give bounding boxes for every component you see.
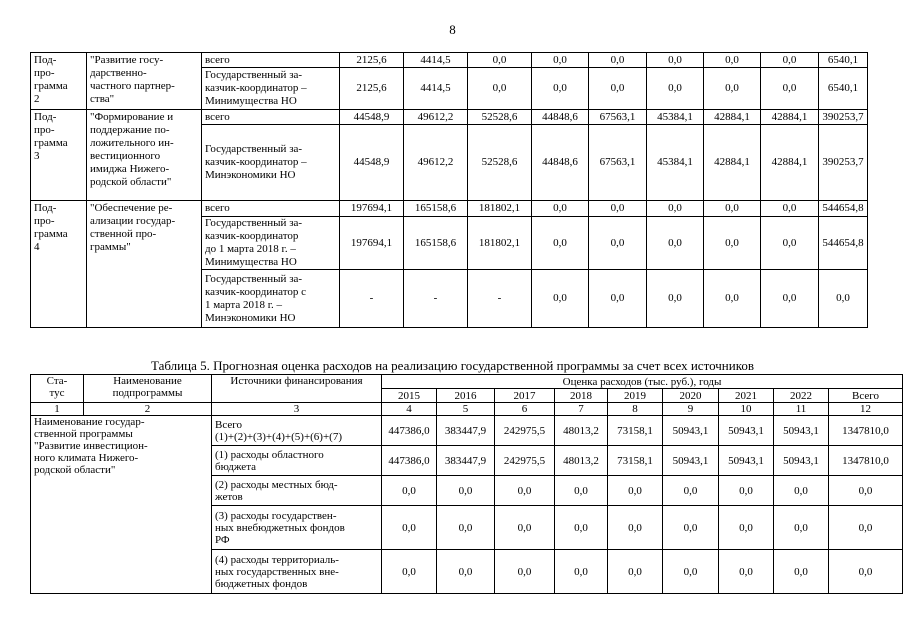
table-row	[31, 201, 868, 217]
value-cell: 50943,1	[719, 416, 774, 446]
column-number: 11	[774, 403, 829, 416]
value-cell: 390253,7	[819, 110, 868, 125]
value-cell: 383447,9	[437, 416, 495, 446]
year-header: 2017	[495, 389, 555, 403]
funding-source-cell: всего	[202, 53, 340, 68]
value-cell: 383447,9	[437, 446, 495, 476]
header-row	[31, 375, 903, 389]
value-cell: 48013,2	[555, 416, 608, 446]
value-cell: 0,0	[719, 476, 774, 506]
value-cell: 2125,6	[340, 53, 404, 68]
value-cell: 0,0	[589, 201, 647, 217]
value-cell: 49612,2	[404, 125, 468, 201]
value-cell: 0,0	[647, 53, 704, 68]
value-cell: 0,0	[555, 506, 608, 550]
value-cell: 0,0	[704, 217, 761, 270]
value-cell: 0,0	[761, 270, 819, 328]
year-header: 2020	[663, 389, 719, 403]
value-cell: 42884,1	[704, 110, 761, 125]
value-cell: 2125,6	[340, 68, 404, 110]
value-cell: 6540,1	[819, 68, 868, 110]
value-cell: 0,0	[382, 550, 437, 594]
value-cell: 6540,1	[819, 53, 868, 68]
value-cell: 0,0	[382, 506, 437, 550]
funding-source-cell: всего	[202, 110, 340, 125]
value-cell: 42884,1	[761, 125, 819, 201]
value-cell: 0,0	[774, 506, 829, 550]
value-cell: 67563,1	[589, 110, 647, 125]
value-cell: 0,0	[774, 476, 829, 506]
value-cell: 0,0	[589, 68, 647, 110]
value-cell: 0,0	[774, 550, 829, 594]
value-cell: 49612,2	[404, 110, 468, 125]
funding-source-cell: Государственный за- казчик-координатор до 1 марта 2018 г. – Минимущества НО	[202, 217, 340, 270]
value-cell: 181802,1	[468, 201, 532, 217]
header-status: Ста- тус	[31, 375, 84, 403]
value-cell: 0,0	[719, 506, 774, 550]
value-cell: 0,0	[761, 217, 819, 270]
value-cell: 45384,1	[647, 110, 704, 125]
value-cell: 4414,5	[404, 68, 468, 110]
year-header: 2021	[719, 389, 774, 403]
value-cell: 242975,5	[495, 446, 555, 476]
value-cell: 1347810,0	[829, 446, 903, 476]
value-cell: -	[404, 270, 468, 328]
header-source: Источники финансирования	[212, 375, 382, 403]
column-number: 9	[663, 403, 719, 416]
funding-source-cell: Государственный за- казчик-координатор с 1 марта 2018 г. – Минэкономики НО	[202, 270, 340, 328]
value-cell: 42884,1	[704, 125, 761, 201]
value-cell: 0,0	[555, 476, 608, 506]
value-cell: 390253,7	[819, 125, 868, 201]
year-header: 2018	[555, 389, 608, 403]
table-row	[31, 416, 903, 446]
value-cell: 0,0	[663, 506, 719, 550]
value-cell: 0,0	[532, 201, 589, 217]
value-cell: 0,0	[495, 550, 555, 594]
subprogram-funding-table	[30, 52, 868, 328]
value-cell: 0,0	[829, 550, 903, 594]
value-cell: 44848,6	[532, 110, 589, 125]
value-cell: 73158,1	[608, 416, 663, 446]
column-number: 1	[31, 403, 84, 416]
funding-source-cell: всего	[202, 201, 340, 217]
value-cell: 50943,1	[663, 416, 719, 446]
table-row	[31, 110, 868, 125]
value-cell: 447386,0	[382, 416, 437, 446]
value-cell: 67563,1	[589, 125, 647, 201]
value-cell: 0,0	[704, 201, 761, 217]
value-cell: 544654,8	[819, 201, 868, 217]
column-number: 2	[84, 403, 212, 416]
value-cell: 0,0	[647, 217, 704, 270]
column-number: 5	[437, 403, 495, 416]
value-cell: 50943,1	[719, 446, 774, 476]
value-cell: 52528,6	[468, 125, 532, 201]
value-cell: 0,0	[663, 476, 719, 506]
value-cell: 0,0	[704, 53, 761, 68]
value-cell: 0,0	[468, 68, 532, 110]
value-cell: 0,0	[437, 550, 495, 594]
value-cell: 0,0	[647, 201, 704, 217]
value-cell: 0,0	[608, 476, 663, 506]
funding-source-cell: Государственный за- казчик-координатор – Минимущества НО	[202, 68, 340, 110]
value-cell: 544654,8	[819, 217, 868, 270]
column-number: 7	[555, 403, 608, 416]
status-cell: Под- про- грамма 4	[31, 201, 87, 328]
year-header: 2022	[774, 389, 829, 403]
page-number: 8	[449, 22, 456, 37]
value-cell: 0,0	[589, 270, 647, 328]
value-cell: 0,0	[608, 506, 663, 550]
value-cell: 0,0	[819, 270, 868, 328]
value-cell: 0,0	[704, 68, 761, 110]
value-cell: 0,0	[761, 68, 819, 110]
value-cell: 0,0	[532, 270, 589, 328]
column-number: 6	[495, 403, 555, 416]
funding-source-cell: (3) расходы государствен- ных внебюджетных фондов РФ	[212, 506, 382, 550]
value-cell: 50943,1	[774, 446, 829, 476]
value-cell: 44548,9	[340, 110, 404, 125]
value-cell: 0,0	[719, 550, 774, 594]
value-cell: 45384,1	[647, 125, 704, 201]
column-number: 8	[608, 403, 663, 416]
value-cell: 447386,0	[382, 446, 437, 476]
column-number: 4	[382, 403, 437, 416]
funding-source-cell: Государственный за- казчик-координатор – Минэкономики НО	[202, 125, 340, 201]
value-cell: 0,0	[495, 476, 555, 506]
value-cell: -	[340, 270, 404, 328]
value-cell: 42884,1	[761, 110, 819, 125]
subprogram-name-cell: "Обеспечение ре- ализации государ- ственной про- граммы"	[87, 201, 202, 328]
value-cell: 4414,5	[404, 53, 468, 68]
value-cell: -	[468, 270, 532, 328]
value-cell: 0,0	[437, 506, 495, 550]
value-cell: 0,0	[532, 53, 589, 68]
value-cell: 0,0	[647, 68, 704, 110]
status-cell: Под- про- грамма 3	[31, 110, 87, 201]
status-cell: Под- про- грамма 2	[31, 53, 87, 110]
value-cell: 48013,2	[555, 446, 608, 476]
value-cell: 165158,6	[404, 201, 468, 217]
year-header: Всего	[829, 389, 903, 403]
value-cell: 73158,1	[608, 446, 663, 476]
value-cell: 0,0	[382, 476, 437, 506]
header-name: Наименование подпрограммы	[84, 375, 212, 403]
subprogram-name-cell: "Развитие госу- дарственно- частного партнер- ства"	[87, 53, 202, 110]
value-cell: 0,0	[829, 506, 903, 550]
value-cell: 0,0	[532, 68, 589, 110]
value-cell: 0,0	[555, 550, 608, 594]
value-cell: 0,0	[468, 53, 532, 68]
header-estimate: Оценка расходов (тыс. руб.), годы	[382, 375, 903, 389]
value-cell: 52528,6	[468, 110, 532, 125]
forecast-expenses-table	[30, 374, 903, 594]
value-cell: 0,0	[647, 270, 704, 328]
table-row	[31, 53, 868, 68]
funding-source-cell: (1) расходы областного бюджета	[212, 446, 382, 476]
value-cell: 165158,6	[404, 217, 468, 270]
program-name-cell: Наименование государ- ственной программы "Развитие инвестицион- ного климата Нижего- родской области"	[31, 416, 212, 594]
column-number: 12	[829, 403, 903, 416]
column-number: 3	[212, 403, 382, 416]
funding-source-cell: Всего (1)+(2)+(3)+(4)+(5)+(6)+(7)	[212, 416, 382, 446]
value-cell: 44848,6	[532, 125, 589, 201]
value-cell: 197694,1	[340, 201, 404, 217]
value-cell: 0,0	[495, 506, 555, 550]
year-header: 2016	[437, 389, 495, 403]
column-number: 10	[719, 403, 774, 416]
value-cell: 0,0	[761, 53, 819, 68]
value-cell: 197694,1	[340, 217, 404, 270]
value-cell: 44548,9	[340, 125, 404, 201]
value-cell: 181802,1	[468, 217, 532, 270]
funding-source-cell: (2) расходы местных бюд- жетов	[212, 476, 382, 506]
value-cell: 0,0	[532, 217, 589, 270]
table-caption: Таблица 5. Прогнозная оценка расходов на реализацию государственной программы за счет всех источников	[151, 358, 754, 373]
value-cell: 0,0	[704, 270, 761, 328]
value-cell: 0,0	[608, 550, 663, 594]
value-cell: 0,0	[829, 476, 903, 506]
value-cell: 0,0	[663, 550, 719, 594]
value-cell: 242975,5	[495, 416, 555, 446]
value-cell: 50943,1	[663, 446, 719, 476]
column-number-row	[31, 403, 903, 416]
value-cell: 0,0	[437, 476, 495, 506]
year-header: 2019	[608, 389, 663, 403]
value-cell: 0,0	[589, 53, 647, 68]
value-cell: 1347810,0	[829, 416, 903, 446]
subprogram-name-cell: "Формирование и поддержание по- ложительного ин- вестиционного имиджа Нижего- родской области"	[87, 110, 202, 201]
value-cell: 0,0	[589, 217, 647, 270]
year-header: 2015	[382, 389, 437, 403]
value-cell: 50943,1	[774, 416, 829, 446]
funding-source-cell: (4) расходы территориаль- ных государственных вне- бюджетных фондов	[212, 550, 382, 594]
value-cell: 0,0	[761, 201, 819, 217]
